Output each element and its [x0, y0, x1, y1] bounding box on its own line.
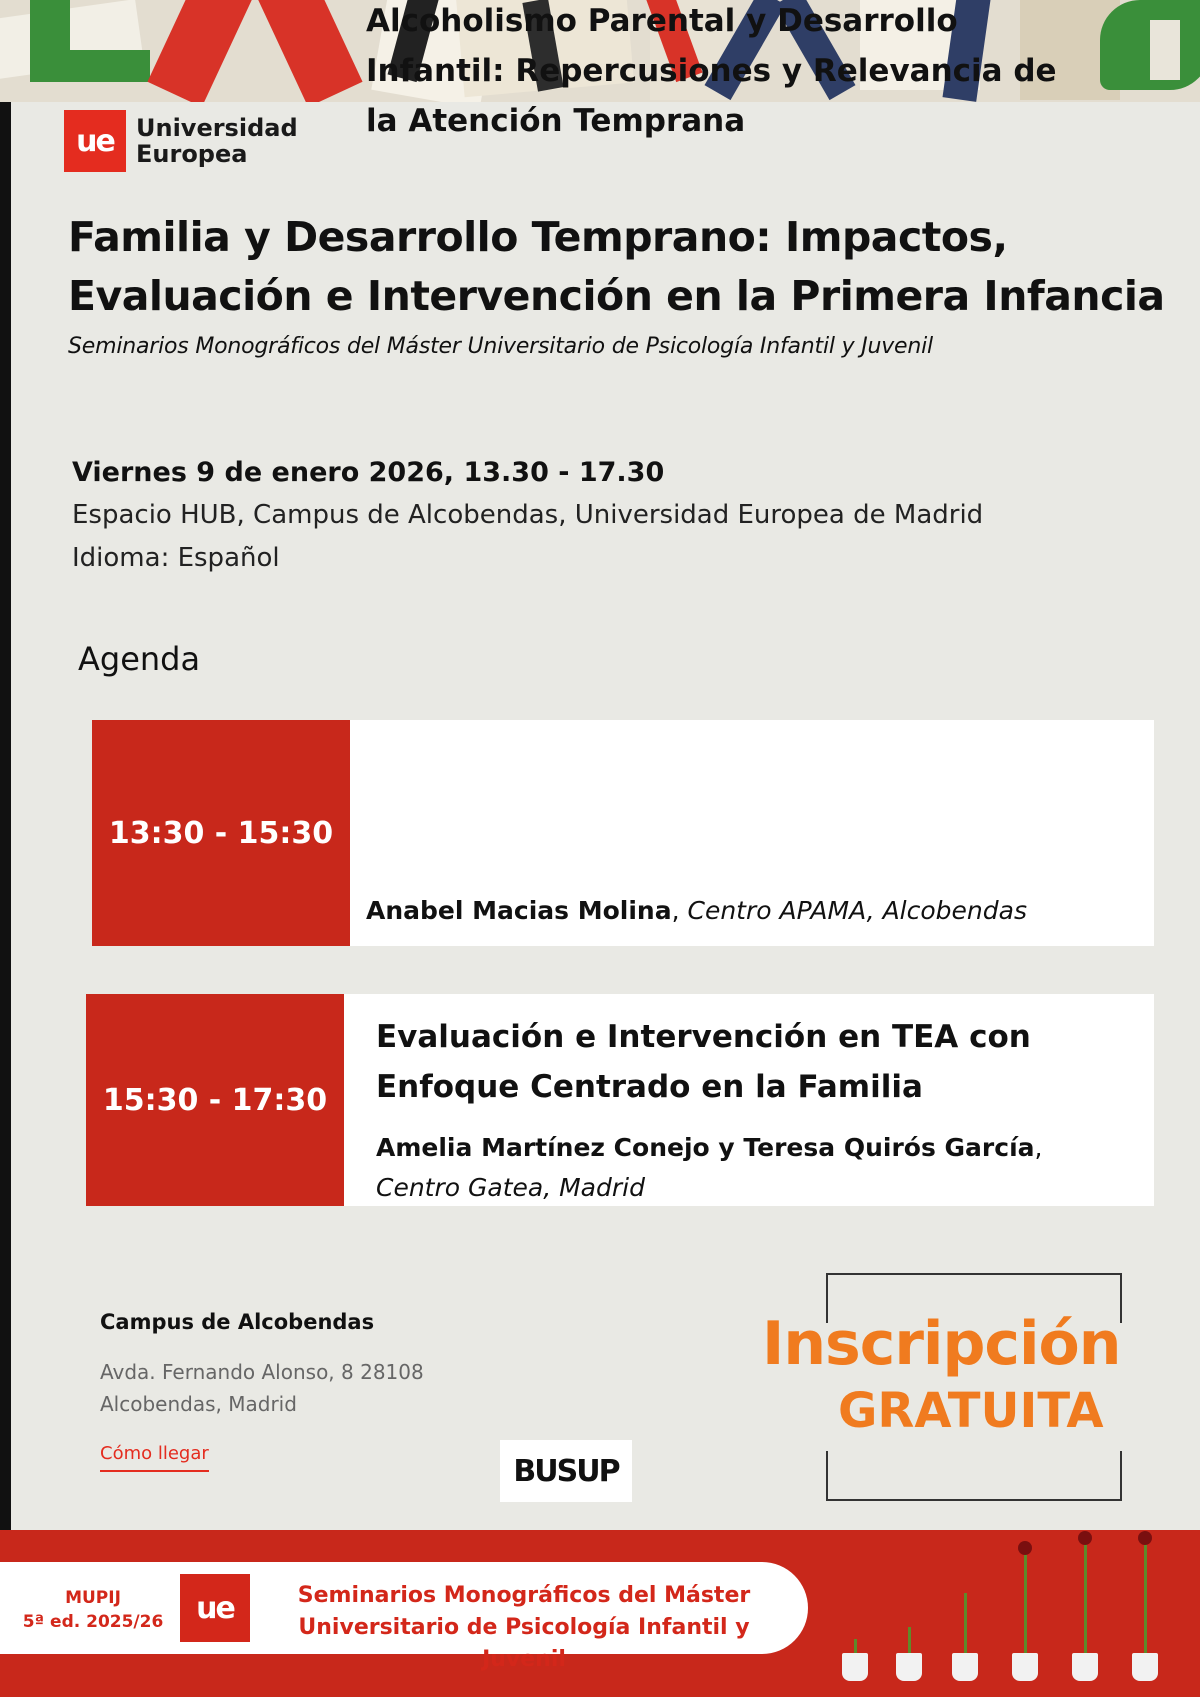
page-subtitle: Seminarios Monográficos del Máster Universitario de Psicología Infantil y Juvenil — [68, 334, 933, 359]
speaker-name: Anabel Macias Molina — [366, 896, 672, 925]
speaker-affiliation: Centro APAMA, Alcobendas — [687, 896, 1027, 925]
event-place: Espacio HUB, Campus de Alcobendas, Universidad Europea de Madrid — [72, 500, 984, 530]
title-line-1: Familia y Desarrollo Temprano: Impactos, — [68, 213, 1008, 261]
registration-line-1: Inscripción — [762, 1309, 1121, 1379]
footer-program-label — [18, 1586, 168, 1634]
speaker-separator: , — [1034, 1133, 1043, 1162]
agenda-heading: Agenda — [78, 640, 201, 678]
plant-icon — [952, 1653, 978, 1681]
university-logo — [64, 110, 298, 172]
badge-border-left-bottom — [826, 1451, 828, 1501]
agenda-item-speaker-line — [366, 891, 1027, 931]
campus-address-line-1: Avda. Fernando Alonso, 8 28108 — [100, 1360, 424, 1384]
plant-icon — [842, 1653, 868, 1681]
registration-line-2: GRATUITA — [838, 1383, 1104, 1439]
footer-title — [254, 1580, 794, 1676]
logo-line-2: Europea — [136, 140, 248, 168]
agenda-item-title-line: Alcoholismo Parental y Desarrollo — [366, 3, 958, 39]
agenda-item-2 — [86, 994, 1154, 1206]
plant-icon — [896, 1653, 922, 1681]
agenda-item-speaker-line — [376, 1128, 1136, 1208]
footer-ue-logo-mark: ue — [180, 1574, 250, 1642]
plant-icon — [1012, 1653, 1038, 1681]
badge-border-right-bottom — [1120, 1451, 1122, 1501]
event-language: Idioma: Español — [72, 543, 280, 573]
busup-logo: BUSUP — [500, 1440, 632, 1502]
footer-title-line-1: Seminarios Monográficos del Máster — [297, 1583, 751, 1608]
agenda-item-title — [376, 1012, 1031, 1112]
plant-icon — [1072, 1653, 1098, 1681]
event-date: Viernes 9 de enero 2026, 13.30 - 17.30 — [72, 457, 665, 488]
speaker-affiliation: Centro Gatea, Madrid — [376, 1173, 645, 1202]
agenda-item-title — [366, 0, 1057, 146]
footer-program: MUPIJ — [65, 1588, 121, 1608]
agenda-item-title-line: la Atención Temprana — [366, 103, 746, 139]
logo-line-1: Universidad — [136, 114, 298, 142]
agenda-item-time: 15:30 - 17:30 — [86, 994, 344, 1206]
speaker-separator: , — [671, 896, 680, 925]
directions-link[interactable]: Cómo llegar — [100, 1443, 209, 1472]
agenda-item-title-line: Enfoque Centrado en la Familia — [376, 1069, 923, 1105]
page-title — [68, 208, 1188, 326]
title-line-2: Evaluación e Intervención en la Primera Infancia — [68, 272, 1165, 320]
badge-border-bottom — [826, 1499, 1122, 1501]
plant-icon — [1132, 1653, 1158, 1681]
badge-border-top — [826, 1273, 1122, 1275]
campus-address-line-2: Alcobendas, Madrid — [100, 1392, 297, 1416]
footer-band — [0, 1530, 1200, 1697]
left-accent-bar — [0, 102, 11, 1530]
logo-wordmark — [136, 115, 298, 167]
registration-badge[interactable] — [762, 1273, 1122, 1501]
campus-title: Campus de Alcobendas — [100, 1310, 375, 1334]
ue-logo-mark: ue — [64, 110, 126, 172]
footer-edition: 5ª ed. 2025/26 — [22, 1612, 164, 1632]
agenda-item-title-line: Infantil: Repercusiones y Relevancia de — [366, 53, 1057, 89]
agenda-item-title-line: Evaluación e Intervención en TEA con — [376, 1019, 1031, 1055]
agenda-item-time: 13:30 - 15:30 — [92, 720, 350, 946]
speaker-name: Amelia Martínez Conejo y Teresa Quirós García — [376, 1133, 1035, 1162]
footer-title-line-2: Universitario de Psicología Infantil y Juvenil — [298, 1615, 750, 1672]
